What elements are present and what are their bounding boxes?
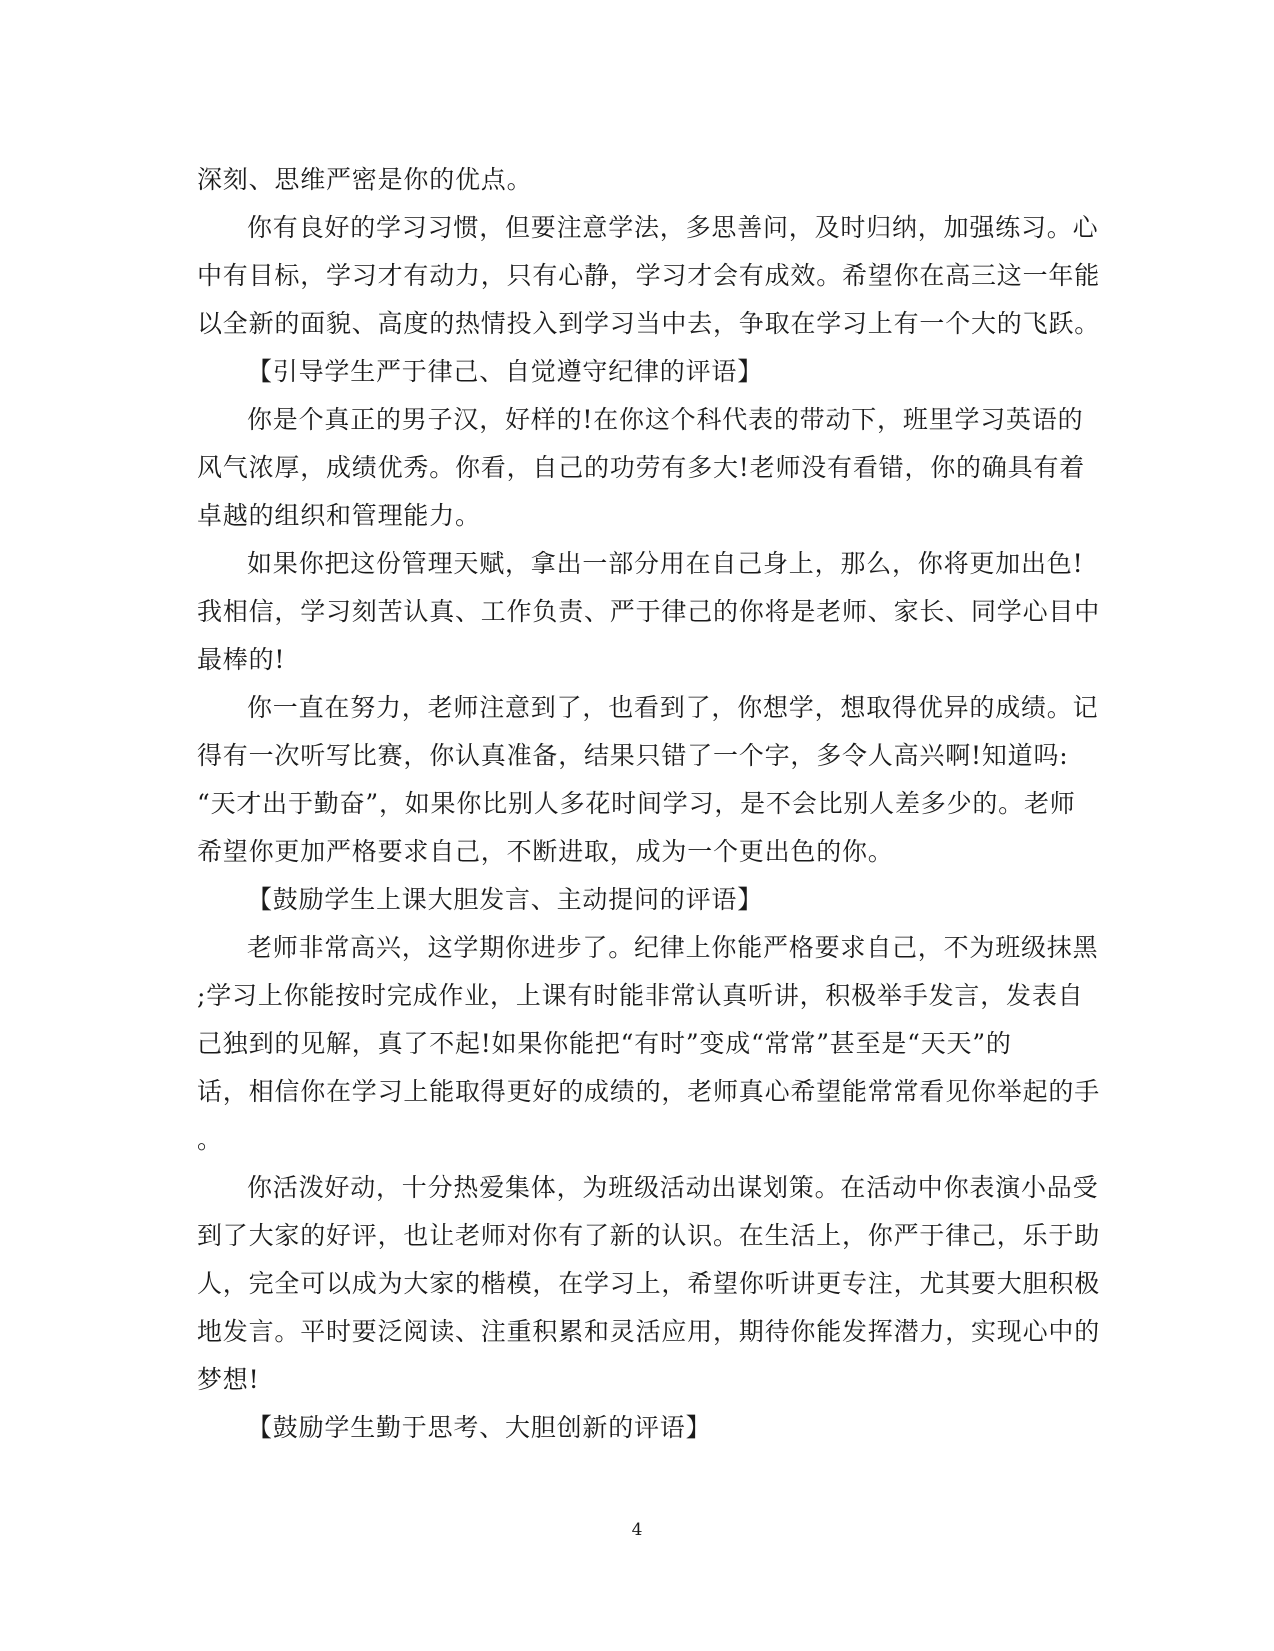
text-line: 风气浓厚，成绩优秀。你看，自己的功劳有多大!老师没有看错，你的确具有着: [197, 453, 1086, 482]
text-line: ;学习上你能按时完成作业，上课有时能非常认真听讲，积极举手发言，发表自: [197, 981, 1084, 1010]
text-line: 希望你更加严格要求自己，不断进取，成为一个更出色的你。: [197, 837, 894, 866]
paragraph-start: 老师非常高兴，这学期你进步了。纪律上你能严格要求自己，不为班级抹黑: [247, 933, 1099, 962]
text-line: 地发言。平时要泛阅读、注重积累和灵活应用，期待你能发挥潜力，实现心中的: [197, 1317, 1101, 1346]
text-line: 话，相信你在学习上能取得更好的成绩的，老师真心希望能常常看见你举起的手: [197, 1077, 1101, 1106]
document-body: [197, 156, 1101, 1452]
section-heading: 【鼓励学生勤于思考、大胆创新的评语】: [247, 1413, 712, 1442]
text-line: 。: [197, 1125, 223, 1154]
text-line: 到了大家的好评，也让老师对你有了新的认识。在生活上，你严于律己，乐于助: [197, 1221, 1101, 1250]
text-line: “天才出于勤奋”，如果你比别人多花时间学习，是不会比别人差多少的。老师: [197, 789, 1076, 818]
text-line: 人，完全可以成为大家的楷模，在学习上，希望你听讲更专注，尤其要大胆积极: [197, 1269, 1101, 1298]
page-number: 4: [631, 1520, 643, 1540]
paragraph-start: 你活泼好动，十分热爱集体，为班级活动出谋划策。在活动中你表演小品受: [247, 1173, 1099, 1202]
section-heading: 【鼓励学生上课大胆发言、主动提问的评语】: [247, 885, 764, 914]
text-line: 中有目标，学习才有动力，只有心静，学习才会有成效。希望你在高三这一年能: [197, 261, 1101, 290]
text-line: 梦想!: [197, 1365, 260, 1394]
paragraph-start: 你是个真正的男子汉，好样的!在你这个科代表的带动下，班里学习英语的: [247, 405, 1084, 434]
text-line: 己独到的见解，真了不起!如果你能把“有时”变成“常常”甚至是“天天”的: [197, 1029, 1012, 1058]
text-line: 最棒的!: [197, 645, 286, 674]
section-heading: 【引导学生严于律己、自觉遵守纪律的评语】: [247, 357, 764, 386]
text-line: 我相信，学习刻苦认真、工作负责、严于律己的你将是老师、家长、同学心目中: [197, 597, 1101, 626]
paragraph-start: 你一直在努力，老师注意到了，也看到了，你想学，想取得优异的成绩。记: [247, 693, 1099, 722]
text-line: 得有一次听写比赛，你认真准备，结果只错了一个字，多令人高兴啊!知道吗:: [197, 741, 1069, 770]
text-line: 以全新的面貌、高度的热情投入到学习当中去，争取在学习上有一个大的飞跃。: [197, 309, 1101, 338]
text-line: 深刻、思维严密是你的优点。: [197, 165, 533, 194]
text-line: 卓越的组织和管理能力。: [197, 501, 481, 530]
paragraph-start: 如果你把这份管理天赋，拿出一部分用在自己身上，那么，你将更加出色!: [247, 549, 1084, 578]
paragraph-start: 你有良好的学习习惯，但要注意学法，多思善问，及时归纳，加强练习。心: [247, 213, 1099, 242]
